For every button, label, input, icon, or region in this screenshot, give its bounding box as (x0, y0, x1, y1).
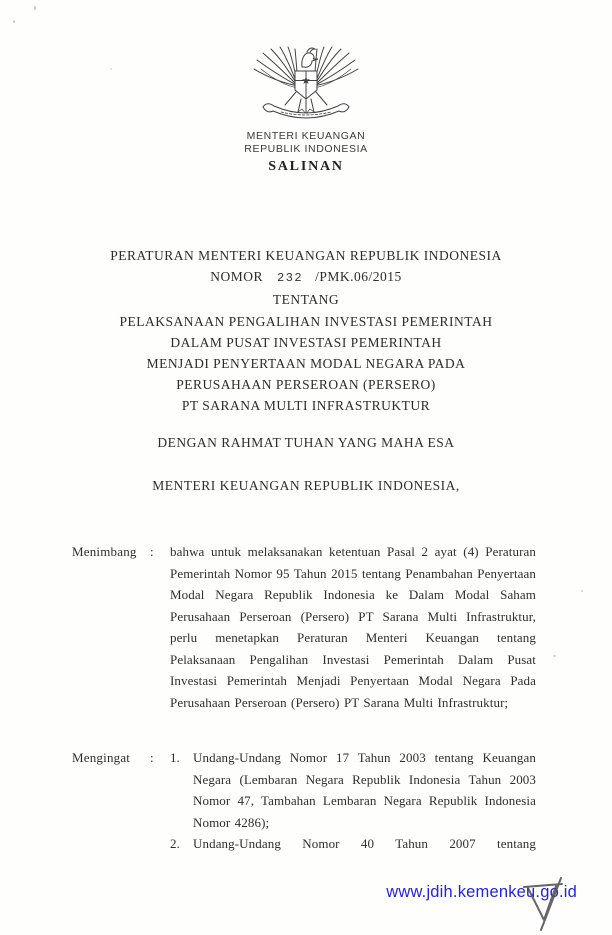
ministry-name: MENTERI KEUANGAN (246, 130, 366, 142)
subject-line: MENJADI PENYERTAAN MODAL NEGARA PADA (146, 356, 466, 372)
salinan-label: SALINAN (268, 159, 344, 174)
subject-line: PELAKSANAAN PENGALIHAN INVESTASI PEMERINTAH (119, 313, 493, 329)
scan-artifact (13, 20, 15, 23)
ministry-name-block (0, 130, 612, 155)
footer-website-text: www.jdih.kemenkeu.go.id (386, 883, 577, 901)
subject-line: DALAM PUSAT INVESTASI PEMERINTAH (170, 334, 442, 350)
authority-line: MENTERI KEUANGAN REPUBLIK INDONESIA, (152, 478, 460, 493)
legal-item (170, 747, 536, 833)
item-text: Undang-Undang Nomor 17 Tahun 2003 tentang Keuangan Negara (Lembaran Negara Republik Indonesia Tahun 2003 Nomor 47, Tambahan Lembaran Negara Republik Indonesia Nomor 4286); (193, 750, 536, 830)
mengingat-section (72, 747, 536, 855)
subject-line: PT SARANA MULTI INFRASTRUKTUR (181, 398, 431, 414)
scan-artifact (553, 655, 556, 657)
item-text: Undang-Undang Nomor 40 Tahun 2007 tentang (193, 836, 536, 851)
menimbang-paragraph: bahwa untuk melaksanakan ketentuan Pasal 2 ayat (4) Peraturan Pemerintah Nomor 95 Tahun 2015 tentang Penambahan Penyertaan Modal Negara Republik Indonesia ke Dalam Modal Saham Perusahaan Perseroan (Persero) PT Sarana Multi Infrastruktur, perlu menetapkan Peraturan Menteri Keuangan tentang Pelaksanaan Pengalihan Investasi Pemerintah Dalam Pusat Investasi Pemerintah Menjadi Penyertaan Modal Negara Pada Perusahaan Perseroan (Persero) PT Sarana Multi Infrastruktur; (170, 544, 536, 710)
regulation-title: PERATURAN MENTERI KEUANGAN REPUBLIK INDONESIA (110, 248, 502, 263)
legal-basis-list (170, 747, 536, 855)
nomor-label: NOMOR (210, 269, 263, 285)
menimbang-section (72, 541, 536, 713)
item-number: 2. (170, 836, 180, 851)
subject-line: PERUSAHAAN PERSEROAN (PERSERO) (176, 377, 436, 393)
scan-artifact (581, 590, 583, 592)
nomor-code: /PMK.06/2015 (315, 269, 402, 285)
scan-artifact (110, 68, 112, 70)
scan-artifact (34, 6, 36, 10)
nomor-value: 232 (277, 271, 304, 286)
colon-separator: : (150, 750, 154, 765)
tentang-label: TENTANG (272, 292, 340, 308)
regulation-number-line (0, 266, 612, 289)
invocation-line: DENGAN RAHMAT TUHAN YANG MAHA ESA (157, 435, 455, 450)
regulation-title-block (0, 245, 612, 417)
colon-separator: : (150, 544, 154, 559)
legal-item (170, 833, 536, 855)
menimbang-label: Menimbang (72, 544, 137, 559)
mengingat-label: Mengingat (72, 750, 131, 765)
paraf-mark (514, 874, 576, 934)
garuda-pancasila-emblem (251, 45, 361, 129)
republic-name: REPUBLIK INDONESIA (244, 142, 368, 155)
item-number: 1. (170, 750, 180, 765)
